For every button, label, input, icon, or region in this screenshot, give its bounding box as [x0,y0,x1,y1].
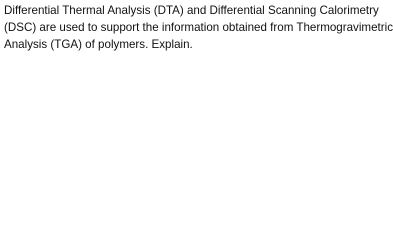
question-line-2: (DSC) are used to support the information obtained from Thermogravimetric [4,21,393,34]
question-line-3: Analysis (TGA) of polymers. Explain. [4,38,193,51]
question-line-1: Differential Thermal Analysis (DTA) and Differential Scanning Calorimetry [4,4,379,17]
question-text-block [4,2,393,53]
